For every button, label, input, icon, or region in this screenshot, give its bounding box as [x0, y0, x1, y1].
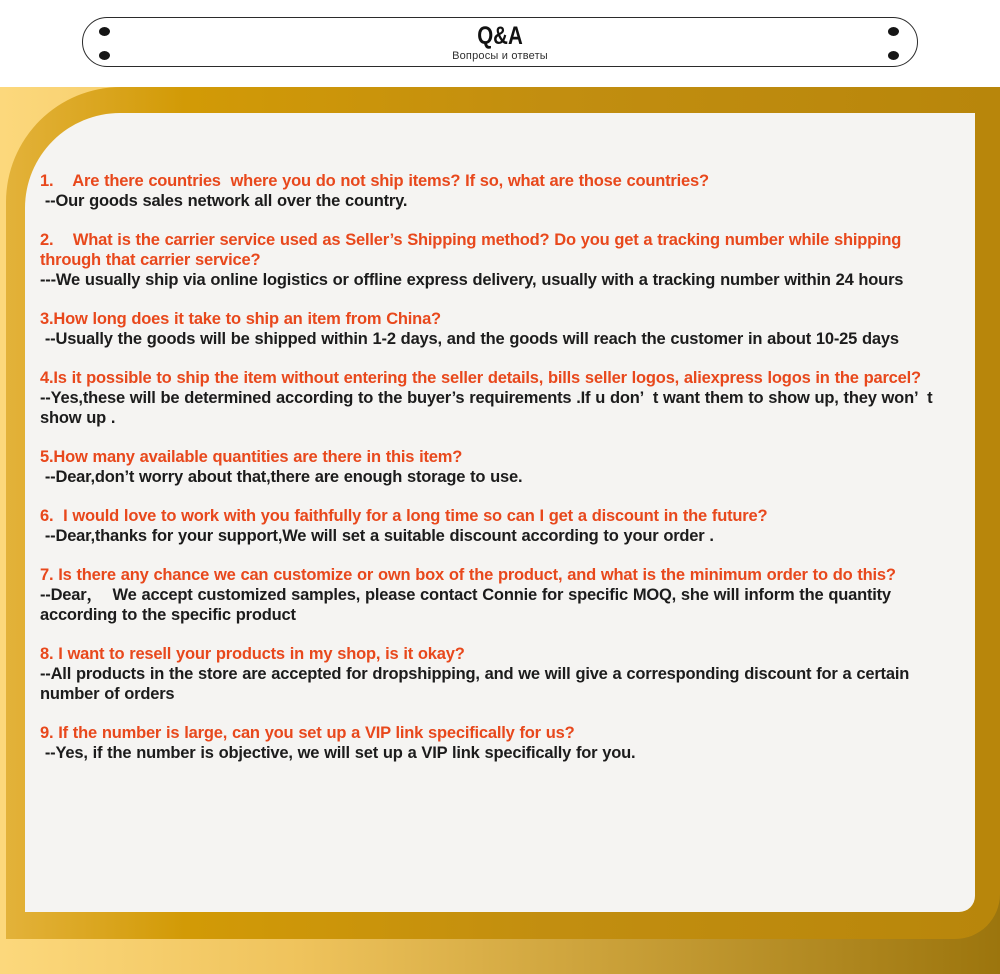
question-text: 8. I want to resell your products in my shop, is it okay?: [40, 645, 465, 663]
answer-text: --Dear,thanks for your support,We will set a suitable discount according to your order .: [40, 527, 714, 545]
question-text: 9. If the number is large, can you set up a VIP link specifically for us?: [40, 724, 575, 742]
page-subtitle: Вопросы и ответы: [452, 50, 548, 62]
qa-item: [40, 565, 959, 625]
answer-text: ---We usually ship via online logistics or offline express delivery, usually with a tracking number within 24 hours: [40, 271, 904, 289]
qa-item: [40, 309, 959, 349]
question-text: 5.How many available quantities are there in this item?: [40, 448, 463, 466]
answer-text: --Our goods sales network all over the country.: [40, 192, 408, 210]
qa-item: [40, 644, 959, 704]
answer-text: --All products in the store are accepted for dropshipping, and we will give a corresponding discount for a certain number of orders: [40, 665, 914, 703]
question-text: 3.How long does it take to ship an item from China?: [40, 310, 441, 328]
question-text: 4.Is it possible to ship the item without entering the seller details, bills seller logos, aliexpress logos in the parcel?: [40, 369, 921, 387]
question-text: 7. Is there any chance we can customize or own box of the product, and what is the minimum order to do this?: [40, 566, 896, 584]
qa-header-pill: [82, 17, 918, 67]
answer-text: --Dear， We accept customized samples, please contact Connie for specific MOQ, she will inform the quantity according to the specific product: [40, 586, 896, 624]
question-text: 1. Are there countries where you do not ship items? If so, what are those countries?: [40, 172, 709, 190]
answer-text: --Yes, if the number is objective, we will set up a VIP link specifically for you.: [40, 744, 636, 762]
qa-item: [40, 368, 959, 428]
qa-item: [40, 447, 959, 487]
header-band: [0, 0, 1000, 87]
answer-text: --Yes,these will be determined according to the buyer’s requirements .If u don’ t want them to show up, they won’ t show up .: [40, 389, 938, 427]
answer-text: --Dear,don’t worry about that,there are enough storage to use.: [40, 468, 523, 486]
qa-list: [40, 171, 959, 763]
question-text: 6. I would love to work with you faithfully for a long time so can I get a discount in the future?: [40, 507, 768, 525]
qa-item: [40, 506, 959, 546]
qa-item: [40, 230, 959, 290]
qa-content-panel: [25, 113, 975, 912]
qa-item: [40, 171, 959, 211]
rivet-dot-icon: [888, 27, 899, 36]
question-text: 2. What is the carrier service used as Seller’s Shipping method? Do you get a tracking number while shipping through that carrier service?: [40, 231, 907, 269]
gold-background: [0, 87, 1000, 974]
qa-item: [40, 723, 959, 763]
rivet-dot-icon: [99, 27, 110, 36]
page-title: Q&A: [477, 22, 523, 50]
answer-text: --Usually the goods will be shipped within 1-2 days, and the goods will reach the customer in about 10-25 days: [40, 330, 899, 348]
